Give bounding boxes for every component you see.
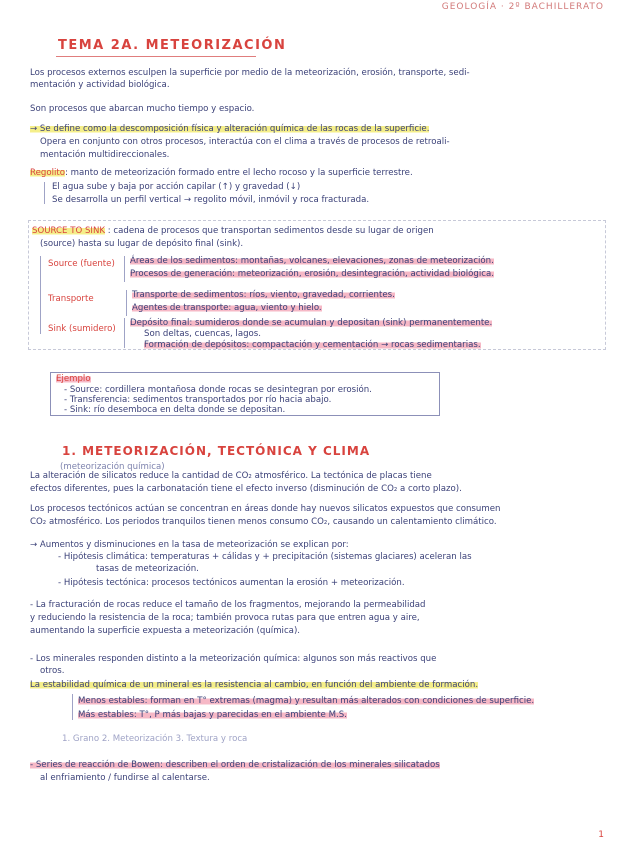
example-label: Ejemplo	[56, 374, 91, 384]
intro-line-3: Son procesos que abarcan mucho tiempo y espacio.	[30, 104, 255, 114]
transport-line-1: Transporte de sedimentos: ríos, viento, gravedad, corrientes.	[132, 290, 395, 300]
source-to-sink-line-2: (source) hasta su lugar de depósito final (sink).	[40, 239, 244, 249]
s1-line-6: - Hipótesis climática: temperaturas + cálidas y + precipitación (sistemas glaciares) aceleran las	[58, 552, 472, 562]
section-1-subtitle: (meteorización química)	[60, 462, 165, 472]
s1-line-7: tasas de meteorización.	[96, 564, 199, 574]
regolito-label: Regolito	[30, 168, 65, 178]
transport-brace	[126, 290, 127, 316]
s1-line-8: - Hipótesis tectónica: procesos tectónicos aumentan la erosión + meteorización.	[58, 578, 405, 588]
regolito-line-3: Se desarrolla un perfil vertical → regolito móvil, inmóvil y roca fracturada.	[52, 195, 370, 205]
regolito-line-2: El agua sube y baja por acción capilar (↑) y gravedad (↓)	[52, 182, 301, 192]
s1-line-13: otros.	[40, 666, 65, 676]
source-label: Source (fuente)	[48, 259, 115, 269]
s1-line-2: efectos diferentes, pues la carbonatación tiene el efecto inverso (disminución de CO₂ a corto plazo).	[30, 484, 462, 494]
s1-line-12: - Los minerales responden distinto a la meteorización química: algunos son más reactivos que	[30, 654, 437, 664]
page-number: 1	[598, 830, 604, 840]
s1-line-17: 1. Grano 2. Meteorización 3. Textura y roca	[62, 734, 248, 744]
source-brace	[124, 256, 125, 282]
sink-line-3: Formación de depósitos: compactación y cementación → rocas sedimentarias.	[144, 340, 481, 350]
stability-brace	[72, 694, 73, 720]
source-to-sink-label: SOURCE TO SINK	[32, 226, 106, 236]
intro-line-5: Opera en conjunto con otros procesos, interactúa con el clima a través de procesos de retroali-	[40, 137, 450, 147]
s1-line-15: Menos estables: forman en T° extremas (magma) y resultan más alterados con condiciones de superficie.	[78, 696, 535, 706]
transport-line-2: Agentes de transporte: agua, viento y hielo.	[132, 303, 322, 313]
intro-line-6: mentación multidireccionales.	[40, 150, 170, 160]
s2s-main-brace	[40, 256, 41, 334]
intro-line-1: Los procesos externos esculpen la superficie por medio de la meteorización, erosión, transporte, sedi-	[30, 68, 470, 78]
s1-line-9: - La fracturación de rocas reduce el tamaño de los fragmentos, mejorando la permeabilidad	[30, 600, 426, 610]
s1-line-19: al enfriamiento / fundirse al calentarse.	[40, 773, 210, 783]
sink-label: Sink (sumidero)	[48, 324, 116, 334]
regolito-line: Regolito: manto de meteorización formado entre el lecho rocoso y la superficie terrestre.	[30, 168, 413, 178]
title-underline	[56, 56, 256, 57]
sink-line-1: Depósito final: sumideros donde se acumulan y depositan (sink) permanentemente.	[130, 318, 493, 328]
source-line-2: Procesos de generación: meteorización, erosión, desintegración, actividad biológica.	[130, 269, 494, 279]
sink-brace	[124, 318, 125, 348]
s1-line-14: La estabilidad química de un mineral es la resistencia al cambio, en función del ambiente de formación.	[30, 680, 479, 690]
source-to-sink-line: SOURCE TO SINK : cadena de procesos que transportan sedimentos desde su lugar de origen	[32, 226, 434, 236]
regolito-brace	[44, 182, 45, 204]
course-header: GEOLOGÍA · 2º BACHILLERATO	[441, 2, 604, 12]
s1-line-3: Los procesos tectónicos actúan se concentran en áreas donde hay nuevos silicatos expuestos que consumen	[30, 504, 501, 514]
s1-line-10: y reduciendo la resistencia de la roca; también provoca rutas para que entren agua y aire,	[30, 613, 420, 623]
example-line-3: - Sink: río desemboca en delta donde se depositan.	[64, 405, 286, 415]
page-title: TEMA 2A. METEORIZACIÓN	[58, 38, 287, 53]
s1-line-11: aumentando la superficie expuesta a meteorización (química).	[30, 626, 301, 636]
s1-line-18: - Series de reacción de Bowen: describen el orden de cristalización de los minerales silicatados	[30, 760, 440, 770]
example-line-1: - Source: cordillera montañosa donde rocas se desintegran por erosión.	[64, 385, 372, 395]
intro-line-2: mentación y actividad biológica.	[30, 80, 170, 90]
source-line-1: Áreas de los sedimentos: montañas, volcanes, elevaciones, zonas de meteorización.	[130, 256, 494, 266]
s1-line-4: CO₂ atmosférico. Los periodos tranquilos tienen menos consumo CO₂, causando un calentamiento climático.	[30, 517, 497, 527]
intro-line-4: → Se define como la descomposición física y alteración química de las rocas de la superficie.	[30, 124, 430, 134]
section-1-title: 1. METEORIZACIÓN, TECTÓNICA Y CLIMA	[62, 444, 371, 458]
sink-line-2: Son deltas, cuencas, lagos.	[144, 329, 262, 339]
transport-label: Transporte	[48, 294, 94, 304]
s1-line-5: → Aumentos y disminuciones en la tasa de meteorización se explican por:	[30, 540, 349, 550]
s1-line-16: Más estables: T°, P más bajas y parecidas en el ambiente M.S.	[78, 710, 347, 720]
example-line-2: - Transferencia: sedimentos transportados por río hacia abajo.	[64, 395, 332, 405]
s1-line-1: La alteración de silicatos reduce la cantidad de CO₂ atmosférico. La tectónica de placas tiene	[30, 471, 432, 481]
